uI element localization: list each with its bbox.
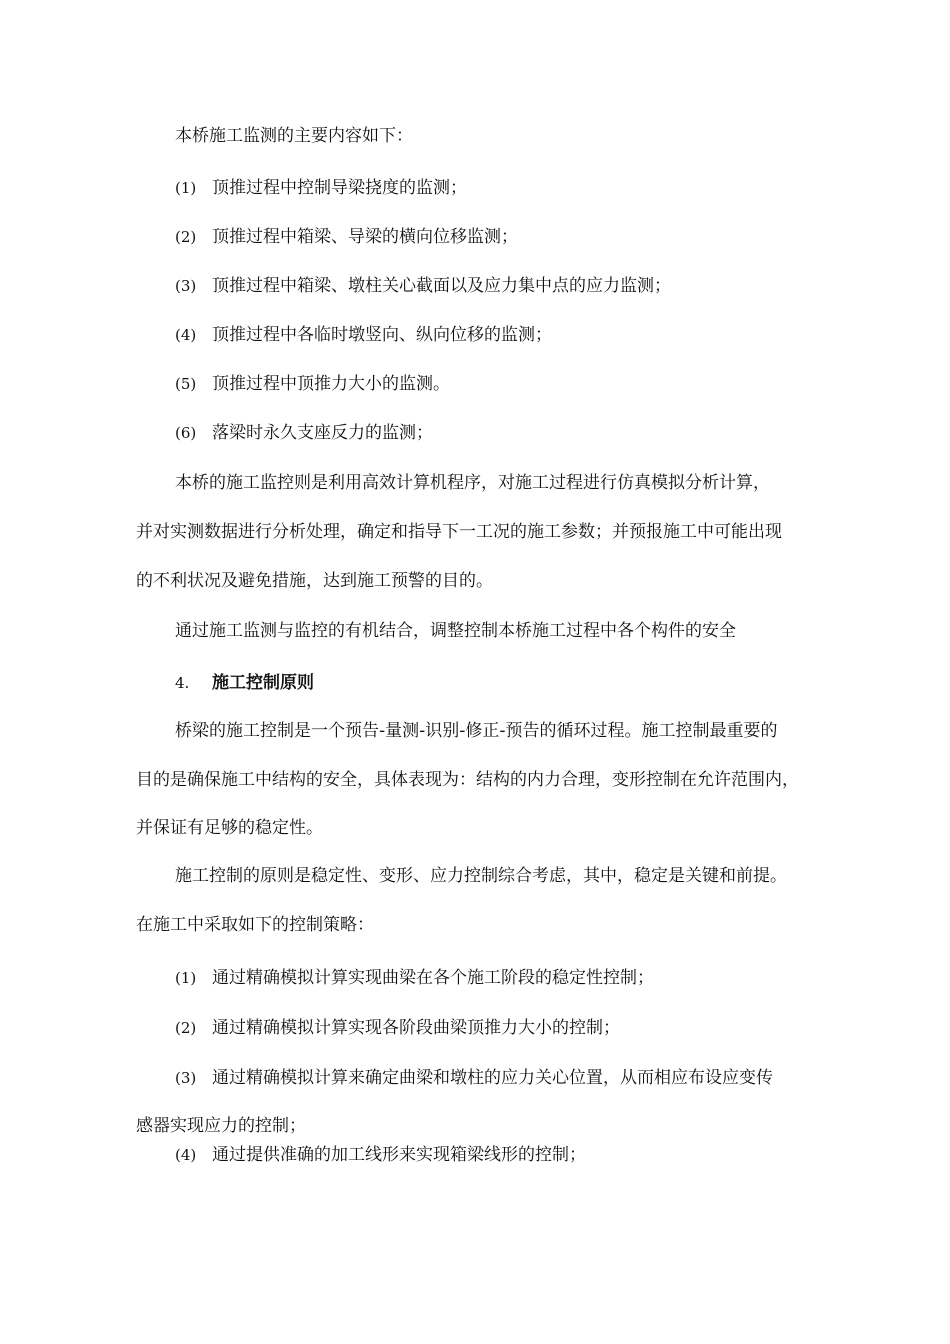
- item-text: 顶推过程中各临时墩竖向、纵向位移的监测；: [212, 325, 552, 345]
- item-text: 顶推过程中箱梁、导梁的横向位移监测；: [212, 227, 518, 247]
- monitor-item: [175, 421, 433, 445]
- monitor-item: [175, 372, 450, 396]
- item-number: (2): [175, 1019, 197, 1037]
- item-number: (1): [175, 969, 197, 987]
- item-number: (4): [175, 326, 197, 344]
- item-text: 通过精确模拟计算来确定曲梁和墩柱的应力关心位置，从而相应布设应变传: [212, 1068, 773, 1088]
- item-text: 顶推过程中顶推力大小的监测。: [212, 374, 450, 394]
- monitor-item: [175, 274, 671, 298]
- paragraph-line: 施工控制的原则是稳定性、变形、应力控制综合考虑，其中，稳定是关键和前提。: [175, 866, 787, 886]
- paragraph-line: 本桥的施工监控则是利用高效计算机程序，对施工过程进行仿真模拟分析计算，: [175, 473, 770, 493]
- paragraph-line: 通过施工监测与监控的有机结合，调整控制本桥施工过程中各个构件的安全: [175, 621, 736, 641]
- strategy-item: [175, 1143, 586, 1167]
- strategy-item: [175, 966, 654, 990]
- paragraph-line: 并保证有足够的稳定性。: [136, 818, 323, 838]
- item-text: 顶推过程中控制导梁挠度的监测；: [212, 178, 467, 198]
- item-number: (5): [175, 375, 197, 393]
- item-number: (6): [175, 424, 197, 442]
- paragraph-line: 桥梁的施工控制是一个预告-量测-识别-修正-预告的循环过程。施工控制最重要的: [175, 721, 778, 741]
- section-title: 施工控制原则: [212, 673, 314, 693]
- paragraph-line: 的不利状况及避免措施，达到施工预警的目的。: [136, 571, 493, 591]
- paragraph-line: 并对实测数据进行分析处理，确定和指导下一工况的施工参数；并预报施工中可能出现: [136, 522, 782, 542]
- item-text: 通过提供准确的加工线形来实现箱梁线形的控制；: [212, 1145, 586, 1165]
- monitor-item: [175, 323, 552, 347]
- item-number: (4): [175, 1146, 197, 1164]
- item-number: (1): [175, 179, 197, 197]
- item-text: 通过精确模拟计算实现各阶段曲梁顶推力大小的控制；: [212, 1018, 620, 1038]
- section-heading: [175, 671, 314, 695]
- intro-line: 本桥施工监测的主要内容如下：: [175, 126, 413, 146]
- strategy-item: [175, 1066, 773, 1090]
- item-text: 通过精确模拟计算实现曲梁在各个施工阶段的稳定性控制；: [212, 968, 654, 988]
- item-number: (3): [175, 1069, 197, 1087]
- item-number: (3): [175, 277, 197, 295]
- item-text: 顶推过程中箱梁、墩柱关心截面以及应力集中点的应力监测；: [212, 276, 671, 296]
- strategy-item: [175, 1016, 620, 1040]
- paragraph-line: 在施工中采取如下的控制策略：: [136, 915, 374, 935]
- monitor-item: [175, 176, 467, 200]
- paragraph-line: 目的是确保施工中结构的安全，具体表现为：结构的内力合理，变形控制在允许范围内，: [136, 770, 799, 790]
- monitor-item: [175, 225, 518, 249]
- item-text: 落梁时永久支座反力的监测；: [212, 423, 433, 443]
- section-number: 4.: [175, 674, 190, 692]
- strategy-item-continuation: 感器实现应力的控制；: [136, 1116, 306, 1136]
- item-number: (2): [175, 228, 197, 246]
